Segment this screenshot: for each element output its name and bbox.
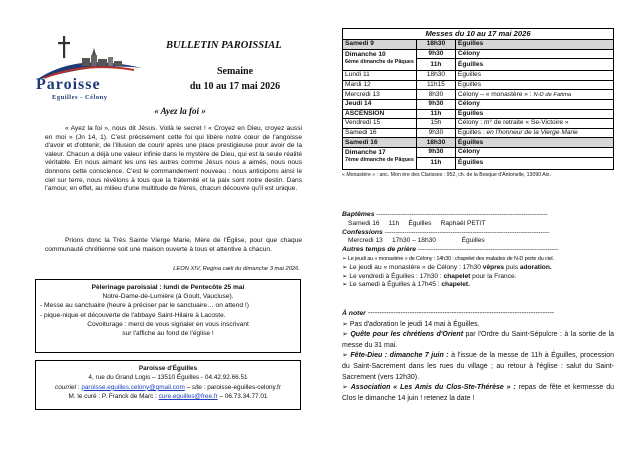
parish-site[interactable]: paroisse-eguilles-celony.fr xyxy=(207,383,281,391)
table-row: Samedi 16 9h30 Éguilles : en l'honneur de la Vierge Marie xyxy=(343,128,614,138)
table-row: 11h Éguilles xyxy=(343,59,614,71)
week-dates: du 10 au 17 mai 2026 xyxy=(189,81,281,92)
table-row: Vendredi 15 15h Célony : m° de retraite « Se-Victoire » xyxy=(343,119,614,129)
contact-email-line: courriel : paroisse.eguilles.celony@gmail.com – site : paroisse-eguilles-celony.fr xyxy=(55,383,281,391)
note-item-1: ➢ Pas d'adoration le jeudi 14 mai à Éguilles. xyxy=(342,320,480,328)
notes-header: À noter -------------------------------------------------------------------------------- xyxy=(342,310,555,317)
baptisms-header: Baptêmes ------------------------------------------------------------------------------ xyxy=(342,211,548,218)
table-row: Dimanche 10 6ème dimanche de Pâques 9h30 Célony xyxy=(343,49,614,59)
bulletin-title: BULLETIN PAROISSIAL xyxy=(166,40,282,51)
prayer-item-4: ➢ Le samedi à Éguilles à 17h45 : chapelet. xyxy=(342,281,470,289)
parish-logo xyxy=(30,34,150,100)
pilgrimage-carpool: Covoiturage : merci de vous signaler en vous inscrivant xyxy=(87,320,249,328)
table-row: Jeudi 14 9h30 Célony xyxy=(343,99,614,109)
logo-name: Paroisse xyxy=(36,76,101,93)
pilgrimage-picnic: - pique-nique et découverte de l'abbaye Saint-Hilaire à Lacoste. xyxy=(40,311,226,319)
notes-section xyxy=(342,309,614,404)
contact-box xyxy=(35,360,301,410)
table-row: 11h Éguilles xyxy=(343,157,614,169)
schedule-table xyxy=(342,28,614,170)
meditation-title: « Ayez la foi » xyxy=(154,106,206,116)
table-row: Mardi 12 11h15 Éguilles xyxy=(343,80,614,90)
note-item-2: ➢ Quête pour les chrétiens d'Orient par l'Ordre du Saint-Sépulcre : à la sortie de la messe du 31 mai. xyxy=(342,331,615,349)
contact-cure-line: M. le curé : P. Franck de Marc : cure.eguilles@free.fr – 06.73.34.77.01 xyxy=(68,393,268,401)
prayer-item-2: ➢ Le jeudi au « monastère » de Célony : 17h30 vêpres puis adoration. xyxy=(342,263,552,271)
baptisms-line: Samedi 16 11h Éguilles Raphaël PETIT xyxy=(348,219,486,227)
table-row: Samedi 9 18h30 Éguilles xyxy=(343,40,614,50)
table-row: Dimanche 17 7ème dimanche de Pâques 9h30 Célony xyxy=(343,147,614,157)
meditation-signature: LEON XIV, Regina cæli du dimanche 3 mai 2026. xyxy=(173,266,300,272)
note-item-4: ➢ Association « Les Amis du Clos-Ste-Thérèse » : repas de fête et kermesse du Clos le dimanche 14 juin ! retenez la date ! xyxy=(342,384,614,402)
schedule-title: Messes du 10 au 17 mai 2026 xyxy=(343,29,614,40)
parish-email-link[interactable]: paroisse.eguilles.celony@gmail.com xyxy=(81,383,185,391)
pilgrimage-box xyxy=(35,279,301,353)
meditation-paragraph-2: Prions donc la Très Sainte Vierge Marie, Mère de l'Église, pour que chaque communauté chrétienne soit une maison ouverte à tous et attentive à chacun. xyxy=(45,237,302,253)
prayer-item-3: ➢ Le vendredi à Éguilles : 17h30 : chapelet pour la France. xyxy=(342,272,517,280)
pilgrimage-mass: - Messe au sanctuaire (heure à préciser par le sanctuaire… on attend !) xyxy=(40,302,249,310)
sacraments-section xyxy=(342,211,614,290)
meditation-paragraph-1: « Ayez la foi », nous dit Jésus. Voilà le secret ! « Croyez en Dieu, croyez aussi en moi » (Jn 14, 1). C'est précisément cette foi qui libère notre cœur de l'angoisse d'avoir et d'obtenir, de l'illusion de courir après une place prestigieuse pour avoir de la valeur. Chacun a déjà une valeur infinie dans le mystère de Dieu, qui est la seule réalité véritable. En nous aimant les uns les autres comme Jésus nous a aimés, nous nous donnons cette conscience. C'est le commandement nouveau : nous anticipons ainsi le ciel sur terre, nous révélons à tous que la fraternité et la paix sont notre destin. Dans l'amour, en effet, au milieu d'une multitude de frères, chacun découvre qu'il est unique. xyxy=(45,125,302,193)
table-row: ASCENSION 11h Éguilles xyxy=(343,109,614,119)
contact-address: 4, rue du Grand Logis – 13510 Éguilles - 04.42.92.66.51 xyxy=(88,374,248,382)
confessions-line: Mercredi 13 17h30 – 18h30 Éguilles xyxy=(348,237,485,245)
prayer-item-1: ➢ Le jeudi au « monastère » de Célony : 14h30 : chapelet des malades de N-D porte du ciel. xyxy=(342,255,554,262)
prayer-header: Autres temps de prière ---------------------------------------------------------------- xyxy=(342,246,559,254)
table-row: Lundi 11 18h30 Éguilles xyxy=(343,71,614,81)
cure-email-link[interactable]: cure.eguilles@free.fr xyxy=(158,393,218,401)
pilgrimage-title: Pèlerinage paroissial : lundi de Pentecôte 25 mai xyxy=(91,284,245,291)
table-row: Mercredi 13 8h30 Célony – « monastère » : N-D de Fatima xyxy=(343,90,614,100)
contact-title: Paroisse d'Éguilles xyxy=(138,365,198,372)
schedule-footnote: « Monastère » : anc. Mon ère des Clarisses : 952, ch. de la Bosque d'Antonelle, 13090 Aix. xyxy=(342,171,551,178)
table-row: Samedi 16 18h30 Éguilles xyxy=(343,138,614,148)
logo-subtitle: Eguilles - Célony xyxy=(52,94,108,101)
mass-schedule xyxy=(342,28,614,178)
pilgrimage-carpool-2: sur l'affiche au fond de l'église ! xyxy=(122,330,214,338)
confessions-header: Confessions --------------------------------------------------------------------------- xyxy=(342,228,550,236)
pilgrimage-place: Notre-Dame-de-Lumière (à Goult, Vaucluse). xyxy=(102,293,234,301)
week-label: Semaine xyxy=(216,66,254,77)
schedule-header-row xyxy=(343,29,614,40)
note-item-3: ➢ Fête-Dieu : dimanche 7 juin : à l'issue de la messe de 11h à Éguilles, procession du Saint-Sacrement dans les rues du village ; au retour à l'église : salut du Saint-Sacrement (vers 12h30). xyxy=(342,352,615,381)
